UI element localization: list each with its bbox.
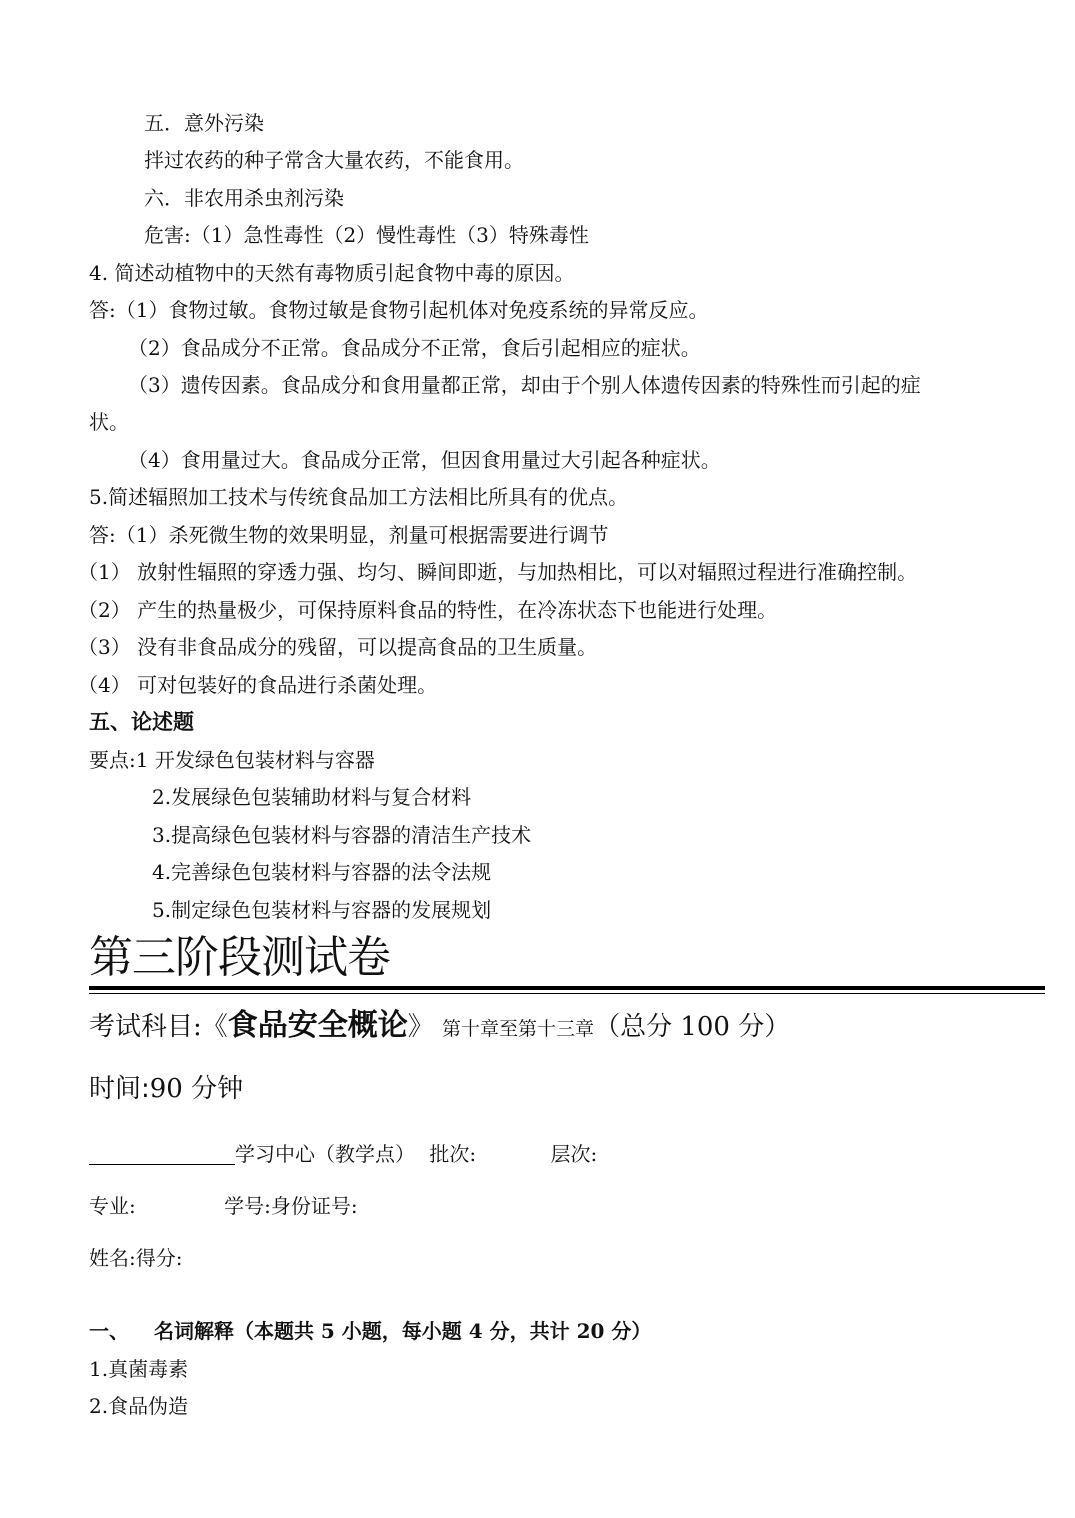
course-name: 食品安全概论 [227,1008,408,1043]
section-1-heading [89,1318,651,1344]
study-center-blank[interactable] [89,1144,235,1165]
question-5: 5.简述辐照加工技术与传统食品加工方法相比所具有的优点。 [89,485,629,509]
section-six-nonagricultural-insecticide: 六．非农用杀虫剂污染 [144,186,344,210]
key-point-3: 3.提高绿色包装材料与容器的清洁生产技术 [152,823,532,847]
answer-4-item-1: 答:（1）食物过敏。食物过敏是食物引起机体对免疫系统的异常反应。 [89,298,709,322]
subject-prefix: 考试科目:《 [89,1012,228,1042]
key-point-1: 要点:1 开发绿色包装材料与容器 [89,748,375,772]
section-1-title: 名词解释（本题共 5 小题，每小题 4 分，共计 20 分） [153,1319,652,1343]
study-center-label: 学习中心（教学点） [235,1142,415,1166]
center-batch-level-line [89,1141,597,1167]
answer-4-item-3: （3）遗传因素。食品成分和食用量都正常，却由于个别人体遗传因素的特殊性而引起的症 [128,373,921,397]
key-point-2: 2.发展绿色包装辅助材料与复合材料 [152,785,472,809]
section-1-number: 一、 [89,1319,129,1343]
total-score: （总分 100 分） [594,1012,791,1042]
student-id-label: 学号:身份证号: [224,1194,358,1218]
time-label: 时间: [89,1074,150,1104]
section-five-accidental-pollution: 五．意外污染 [144,111,264,135]
answer-5-item-2: （1） 放射性辐照的穿透力强、均匀、瞬间即逝，与加热相比，可以对辐照过程进行准确控制。 [78,560,918,584]
answer-5-item-3: （2） 产生的热量极少，可保持原料食品的特性，在冷冻状态下也能进行处理。 [78,598,778,622]
term-item: 1.真菌毒素 [89,1357,189,1381]
major-label: 专业: [89,1194,136,1218]
subject-close: 》 [407,1012,434,1042]
answer-5-item-4: （3） 没有非食品成分的残留，可以提高食品的卫生质量。 [78,635,598,659]
exam-title: 第三阶段测试卷 [89,932,390,983]
exam-time-line [89,1070,243,1108]
batch-label: 批次: [429,1142,477,1166]
term-item: 2.食品伪造 [89,1394,189,1418]
question-4: 4. 简述动植物中的天然有毒物质引起食物中毒的原因。 [89,261,575,285]
exam-subject-line [89,1006,790,1049]
major-id-line [89,1193,358,1219]
answer-4-item-2: （2）食品成分不正常。食品成分不正常，食后引起相应的症状。 [128,336,701,360]
chapter-range: 第十章至第十三章 [442,1018,595,1040]
pesticide-seed-note: 拌过农药的种子常含大量农药，不能食用。 [144,148,524,172]
answer-4-item-3-continued: 状。 [89,410,129,434]
level-label: 层次: [550,1142,598,1166]
section-5-heading: 五、论述题 [89,709,194,734]
title-rule-thin [89,993,1045,994]
answer-4-item-4: （4）食用量过大。食品成分正常，但因食用量过大引起各种症状。 [128,448,721,472]
answer-5-item-1: 答:（1）杀死微生物的效果明显，剂量可根据需要进行调节 [89,523,609,547]
key-point-4: 4.完善绿色包装材料与容器的法令法规 [152,860,492,884]
key-point-5: 5.制定绿色包装材料与容器的发展规划 [152,898,492,922]
time-value: 90 分钟 [149,1074,244,1104]
answer-5-item-5: （4） 可对包装好的食品进行杀菌处理。 [78,673,438,697]
title-rule-thick [89,986,1045,990]
hazard-list: 危害:（1）急性毒性（2）慢性毒性（3）特殊毒性 [144,223,589,247]
name-score-line: 姓名:得分: [89,1246,183,1270]
